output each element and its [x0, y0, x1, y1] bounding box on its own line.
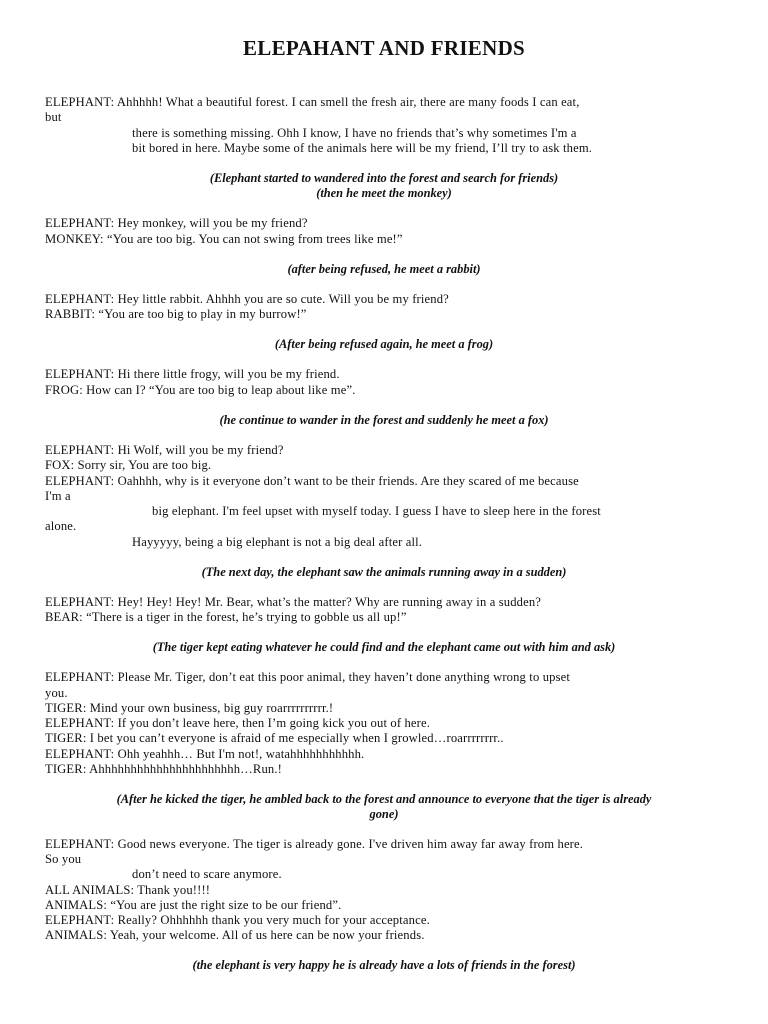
- dialogue-line: MONKEY: “You are too big. You can not swing from trees like me!”: [45, 232, 403, 246]
- stage-direction: (he continue to wander in the forest and suddenly he meet a fox): [219, 413, 549, 427]
- stage-direction: (then he meet the monkey): [316, 186, 452, 200]
- dialogue-line: TIGER: Ahhhhhhhhhhhhhhhhhhhhhh…Run.!: [45, 762, 282, 776]
- dialogue-line: TIGER: Mind your own business, big guy roarrrrrrrrrr.!: [45, 701, 334, 715]
- stage-direction: (the elephant is very happy he is already have a lots of friends in the forest): [192, 958, 576, 972]
- dialogue-line: ELEPHANT: Ohh yeahhh… But I'm not!, watahhhhhhhhhhh.: [45, 747, 365, 761]
- stage-direction: (After being refused again, he meet a frog): [274, 337, 494, 351]
- dialogue-line: but: [45, 110, 62, 124]
- stage-direction: gone): [369, 807, 399, 821]
- dialogue-line: Hayyyyy, being a big elephant is not a big deal after all.: [132, 535, 423, 549]
- dialogue-line: ELEPHANT: Good news everyone. The tiger is already gone. I've driven him away far away from here.: [45, 837, 584, 851]
- dialogue-line: RABBIT: “You are too big to play in my burrow!”: [45, 307, 307, 321]
- dialogue-line: ELEPHANT: Ahhhhh! What a beautiful forest. I can smell the fresh air, there are many foods I can eat,: [45, 95, 580, 109]
- stage-direction: (After he kicked the tiger, he ambled back to the forest and announce to everyone that the tiger is already: [116, 792, 652, 806]
- dialogue-line: ELEPHANT: Hi there little frogy, will you be my friend.: [45, 367, 340, 381]
- stage-direction: (after being refused, he meet a rabbit): [287, 262, 481, 276]
- dialogue-line: there is something missing. Ohh I know, I have no friends that’s why sometimes I'm a: [132, 126, 577, 140]
- dialogue-line: ELEPHANT: If you don’t leave here, then I’m going kick you out of here.: [45, 716, 431, 730]
- dialogue-line: ANIMALS: “You are just the right size to be our friend”.: [45, 898, 342, 912]
- dialogue-line: ELEPHANT: Hey little rabbit. Ahhhh you are so cute. Will you be my friend?: [45, 292, 449, 306]
- dialogue-line: BEAR: “There is a tiger in the forest, he’s trying to gobble us all up!”: [45, 610, 407, 624]
- dialogue-line: ELEPHANT: Hey monkey, will you be my friend?: [45, 216, 308, 230]
- dialogue-line: ANIMALS: Yeah, your welcome. All of us here can be now your friends.: [45, 928, 425, 942]
- dialogue-line: ELEPHANT: Hey! Hey! Hey! Mr. Bear, what’s the matter? Why are running away in a sudden?: [45, 595, 542, 609]
- stage-direction: (Elephant started to wandered into the forest and search for friends): [209, 171, 559, 185]
- dialogue-line: TIGER: I bet you can’t everyone is afraid of me especially when I growled…roarrrrrrrr..: [45, 731, 504, 745]
- dialogue-line: ELEPHANT: Hi Wolf, will you be my friend?: [45, 443, 284, 457]
- dialogue-line: So you: [45, 852, 82, 866]
- dialogue-line: big elephant. I'm feel upset with myself today. I guess I have to sleep here in the forest: [152, 504, 601, 518]
- dialogue-line: FROG: How can I? “You are too big to leap about like me”.: [45, 383, 356, 397]
- dialogue-line: ALL ANIMALS: Thank you!!!!: [45, 883, 211, 897]
- stage-direction: (The next day, the elephant saw the animals running away in a sudden): [201, 565, 567, 579]
- dialogue-line: bit bored in here. Maybe some of the animals here will be my friend, I’ll try to ask them.: [132, 141, 593, 155]
- dialogue-line: ELEPHANT: Oahhhh, why is it everyone don’t want to be their friends. Are they scared of me because: [45, 474, 579, 488]
- stage-direction: (The tiger kept eating whatever he could find and the elephant came out with him and ask): [152, 640, 616, 654]
- dialogue-line: don’t need to scare anymore.: [132, 867, 282, 881]
- dialogue-line: I'm a: [45, 489, 71, 503]
- dialogue-line: FOX: Sorry sir, You are too big.: [45, 458, 212, 472]
- dialogue-line: ELEPHANT: Really? Ohhhhhh thank you very much for your acceptance.: [45, 913, 430, 927]
- dialogue-line: ELEPHANT: Please Mr. Tiger, don’t eat this poor animal, they haven’t done anything wrong to upset: [45, 670, 571, 684]
- document-title: ELEPAHANT AND FRIENDS: [242, 36, 526, 60]
- dialogue-line: you.: [45, 686, 68, 700]
- dialogue-line: alone.: [45, 519, 77, 533]
